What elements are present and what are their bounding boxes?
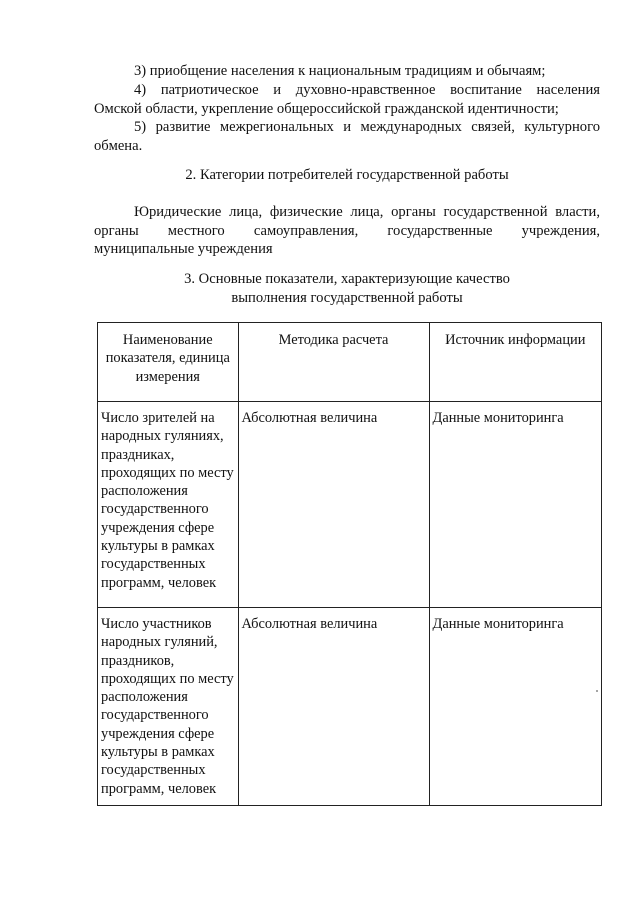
table-row xyxy=(98,402,602,608)
table-cell-indicator: Число участников народных гуляний, праздников, проходящих по месту расположения государственного учреждения сфере культуры в рамках государственных программ, человек xyxy=(98,608,239,806)
section-3-heading-line2: выполнения государственной работы xyxy=(231,289,463,306)
section-2-heading: 2. Категории потребителей государственной работы xyxy=(185,167,509,183)
consumers-line2: органы местного самоуправления, государственные учреждения, xyxy=(94,222,600,239)
goal-item-5 xyxy=(94,118,600,155)
table-cell-method: Абсолютная величина xyxy=(238,608,429,806)
consumers-line1: Юридические лица, физические лица, органы государственной власти, xyxy=(134,204,600,220)
table-header-row xyxy=(98,323,602,402)
goal-item-4 xyxy=(94,81,600,118)
table-row xyxy=(98,608,602,806)
section-2-body xyxy=(94,203,600,259)
table-cell-indicator: Число зрителей на народных гуляниях, праздниках, проходящих по месту расположения государственного учреждения сфере культуры в рамках государственных программ, человек xyxy=(98,402,239,608)
table-cell-source: Данные мониторинга xyxy=(429,608,601,806)
goal-item-4-line1: 4) патриотическое и духовно-нравственное воспитание населения xyxy=(134,82,600,98)
goal-item-3 xyxy=(94,62,600,81)
header-information-source: Источник информации xyxy=(429,323,601,402)
section-3-heading xyxy=(94,270,600,307)
consumers-line3: муниципальные учреждения xyxy=(94,241,273,257)
section-3-heading-line1: 3. Основные показатели, характеризующие качество xyxy=(184,271,510,287)
goal-item-4-line2: Омской области, укрепление общероссийской гражданской идентичности; xyxy=(94,100,559,117)
goal-item-5-line2: обмена. xyxy=(94,137,143,154)
table-cell-method: Абсолютная величина xyxy=(238,402,429,608)
table-cell-source: Данные мониторинга xyxy=(429,402,601,608)
header-indicator-name: Наименование показателя, единица измерения xyxy=(98,323,239,402)
goal-item-3-text: 3) приобщение населения к национальным традициям и обычаям; xyxy=(134,63,546,79)
goal-item-5-line1: 5) развитие межрегиональных и международных связей, культурного xyxy=(134,119,600,135)
scan-speck xyxy=(596,690,598,692)
header-calculation-method: Методика расчета xyxy=(238,323,429,402)
indicators-table xyxy=(97,322,602,806)
